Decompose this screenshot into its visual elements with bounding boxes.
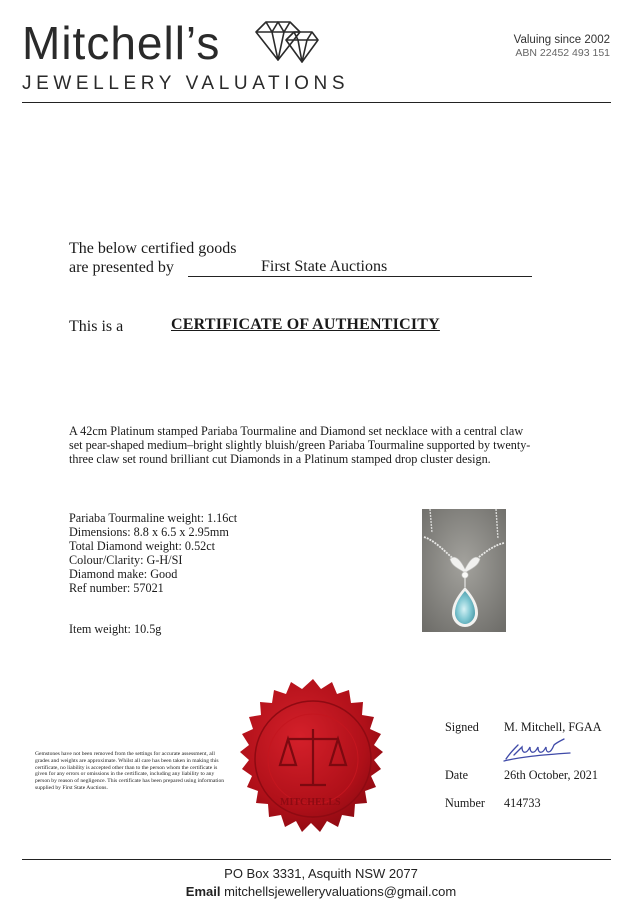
disclaimer-text: Gemstones have not been removed from the settings for accurate assessment, all grades and weights are approximate. Whilst all care has been taken in making this certificate, no liability is accepted other than to the person whom the certificate is given for any errors or omissions in the certificate, including any liability to any person by reason of negligence. This certificate has been prepared using information supplied by First State Auctions. bbox=[35, 751, 225, 791]
number-label: Number bbox=[445, 796, 485, 810]
spec-dimensions: Dimensions: 8.8 x 6.5 x 2.95mm bbox=[69, 525, 229, 539]
seal-text: MITCHELLS bbox=[280, 797, 341, 808]
spec-ref-number: Ref number: 57021 bbox=[69, 581, 164, 595]
email-address[interactable]: mitchellsjewelleryvaluations@gmail.com bbox=[224, 884, 457, 899]
spec-colour-clarity: Colour/Clarity: G-H/SI bbox=[69, 553, 183, 567]
necklace-icon bbox=[422, 509, 506, 632]
diamond-logo-icon bbox=[250, 18, 320, 64]
abn-number: ABN 22452 493 151 bbox=[515, 47, 610, 59]
spec-list bbox=[69, 511, 237, 595]
intro-line-2: are presented by bbox=[69, 259, 174, 276]
certificate-prefix: This is a bbox=[69, 318, 124, 335]
spec-diamond-make: Diamond make: Good bbox=[69, 567, 178, 581]
spec-diamond-weight: Total Diamond weight: 0.52ct bbox=[69, 539, 216, 553]
footer-address: PO Box 3331, Asquith NSW 2077 bbox=[224, 866, 418, 881]
header-divider bbox=[22, 102, 611, 103]
presenter-name: First State Auctions bbox=[261, 258, 388, 275]
date-value: 26th October, 2021 bbox=[504, 768, 598, 782]
certificate-title: CERTIFICATE OF AUTHENTICITY bbox=[171, 316, 440, 333]
footer-divider bbox=[22, 859, 611, 860]
signature-mark bbox=[500, 735, 580, 765]
item-description: A 42cm Platinum stamped Pariaba Tourmaline and Diamond set necklace with a central claw set pear-shaped medium–bright slightly bluish/green Pariaba Tourmaline supported by twenty-three claw set round brilliant cut Diamonds in a Platinum stamped drop cluster design. bbox=[69, 424, 531, 466]
footer-email-line bbox=[0, 884, 642, 900]
number-value: 414733 bbox=[504, 796, 541, 810]
date-label: Date bbox=[445, 768, 469, 782]
spec-tourmaline-weight: Pariaba Tourmaline weight: 1.16ct bbox=[69, 511, 238, 525]
tagline: Valuing since 2002 bbox=[513, 34, 610, 46]
wax-seal bbox=[228, 677, 398, 847]
signed-value: M. Mitchell, FGAA bbox=[504, 720, 602, 734]
item-weight: Item weight: 10.5g bbox=[69, 622, 162, 636]
intro-line-1: The below certified goods bbox=[69, 240, 237, 257]
brand-subtitle: JEWELLERY VALUATIONS bbox=[22, 73, 350, 94]
signed-label: Signed bbox=[445, 720, 479, 734]
email-label: Email bbox=[185, 884, 221, 899]
necklace-photo bbox=[422, 509, 506, 632]
brand-name: Mitchell’s bbox=[22, 17, 221, 69]
